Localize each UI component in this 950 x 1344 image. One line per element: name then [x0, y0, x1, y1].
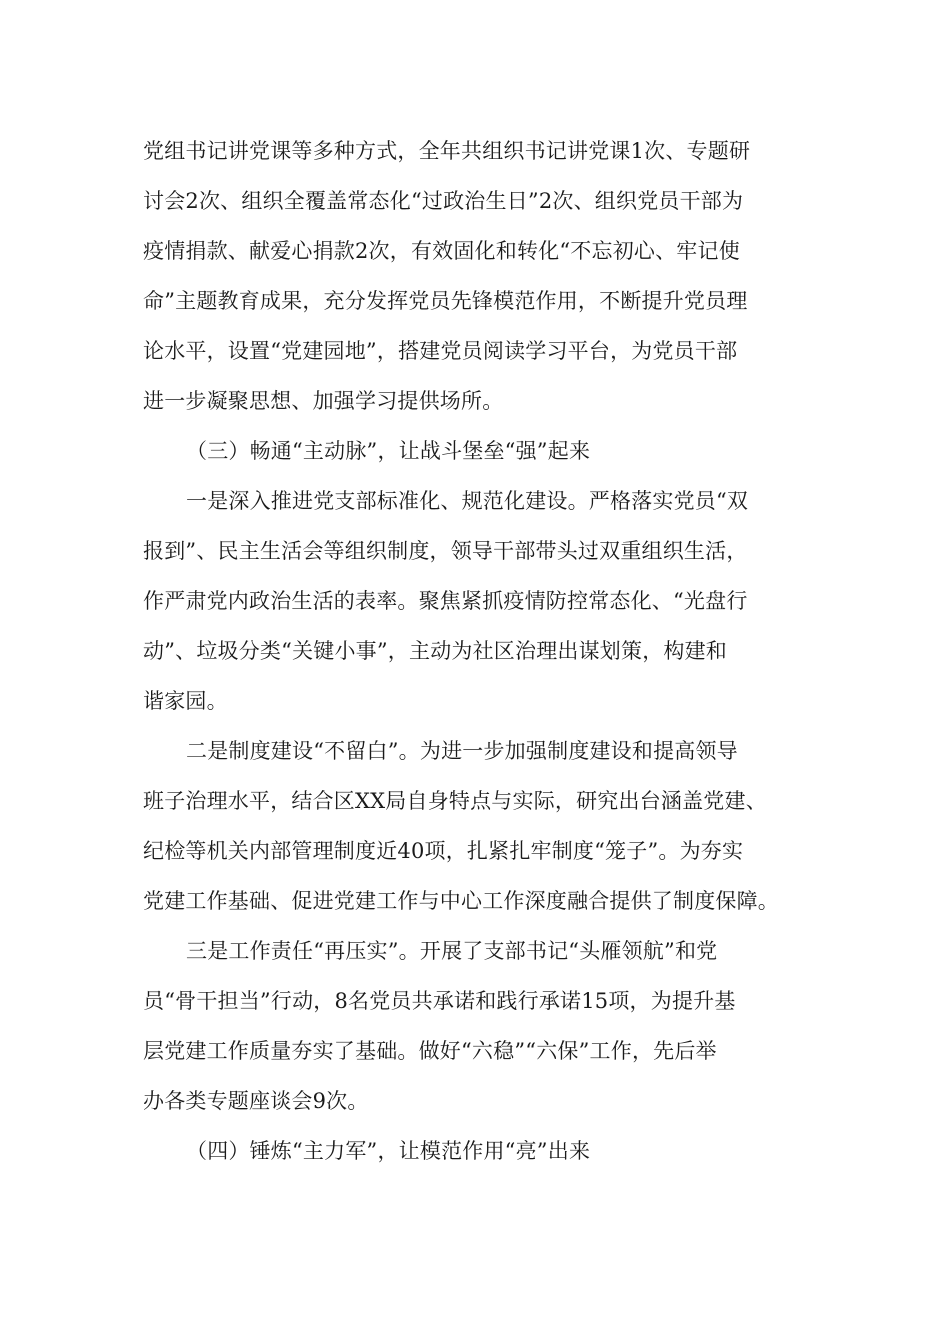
body-line: 层党建工作质量夯实了基础。做好“六稳”“六保”工作，先后举 [143, 1039, 717, 1063]
body-line: 疫情捐款、献爱心捐款2次，有效固化和转化“不忘初心、牢记使 [143, 239, 740, 263]
paragraph-first-line: 一是深入推进党支部标准化、规范化建设。严格落实党员“双 [186, 489, 749, 513]
body-line: 动”、垃圾分类“关键小事”，主动为社区治理出谋划策，构建和 [143, 639, 728, 663]
body-line: 进一步凝聚思想、加强学习提供场所。 [143, 389, 504, 413]
body-line: 谐家园。 [143, 689, 228, 713]
body-line: 班子治理水平，结合区XX局自身特点与实际，研究出台涵盖党建、 [143, 789, 767, 813]
paragraph-first-line: 三是工作责任“再压实”。开展了支部书记“头雁领航”和党 [186, 939, 718, 963]
section-heading-4: （四）锤炼“主力军”，让模范作用“亮”出来 [186, 1139, 591, 1163]
paragraph-first-line: 二是制度建设“不留白”。为进一步加强制度建设和提高领导 [186, 739, 738, 763]
body-line: 作严肃党内政治生活的表率。聚焦紧抓疫情防控常态化、“光盘行 [143, 589, 748, 613]
body-line: 党建工作基础、促进党建工作与中心工作深度融合提供了制度保障。 [143, 889, 779, 913]
body-line: 讨会2次、组织全覆盖常态化“过政治生日”2次、组织党员干部为 [143, 189, 744, 213]
body-line: 纪检等机关内部管理制度近40项，扎紧扎牢制度“笼子”。为夯实 [143, 839, 744, 863]
body-line: 员“骨干担当”行动，8名党员共承诺和践行承诺15项，为提升基 [143, 989, 736, 1013]
body-line: 报到”、民主生活会等组织制度，领导干部带头过双重组织生活， [143, 539, 748, 563]
body-line: 命”主题教育成果，充分发挥党员先锋模范作用，不断提升党员理 [143, 289, 748, 313]
body-line: 论水平，设置“党建园地”，搭建党员阅读学习平台，为党员干部 [143, 339, 738, 363]
section-heading-3: （三）畅通“主动脉”，让战斗堡垒“强”起来 [186, 439, 591, 463]
body-line: 党组书记讲党课等多种方式，全年共组织书记讲党课1次、专题研 [143, 139, 751, 163]
body-line: 办各类专题座谈会9次。 [143, 1089, 369, 1113]
